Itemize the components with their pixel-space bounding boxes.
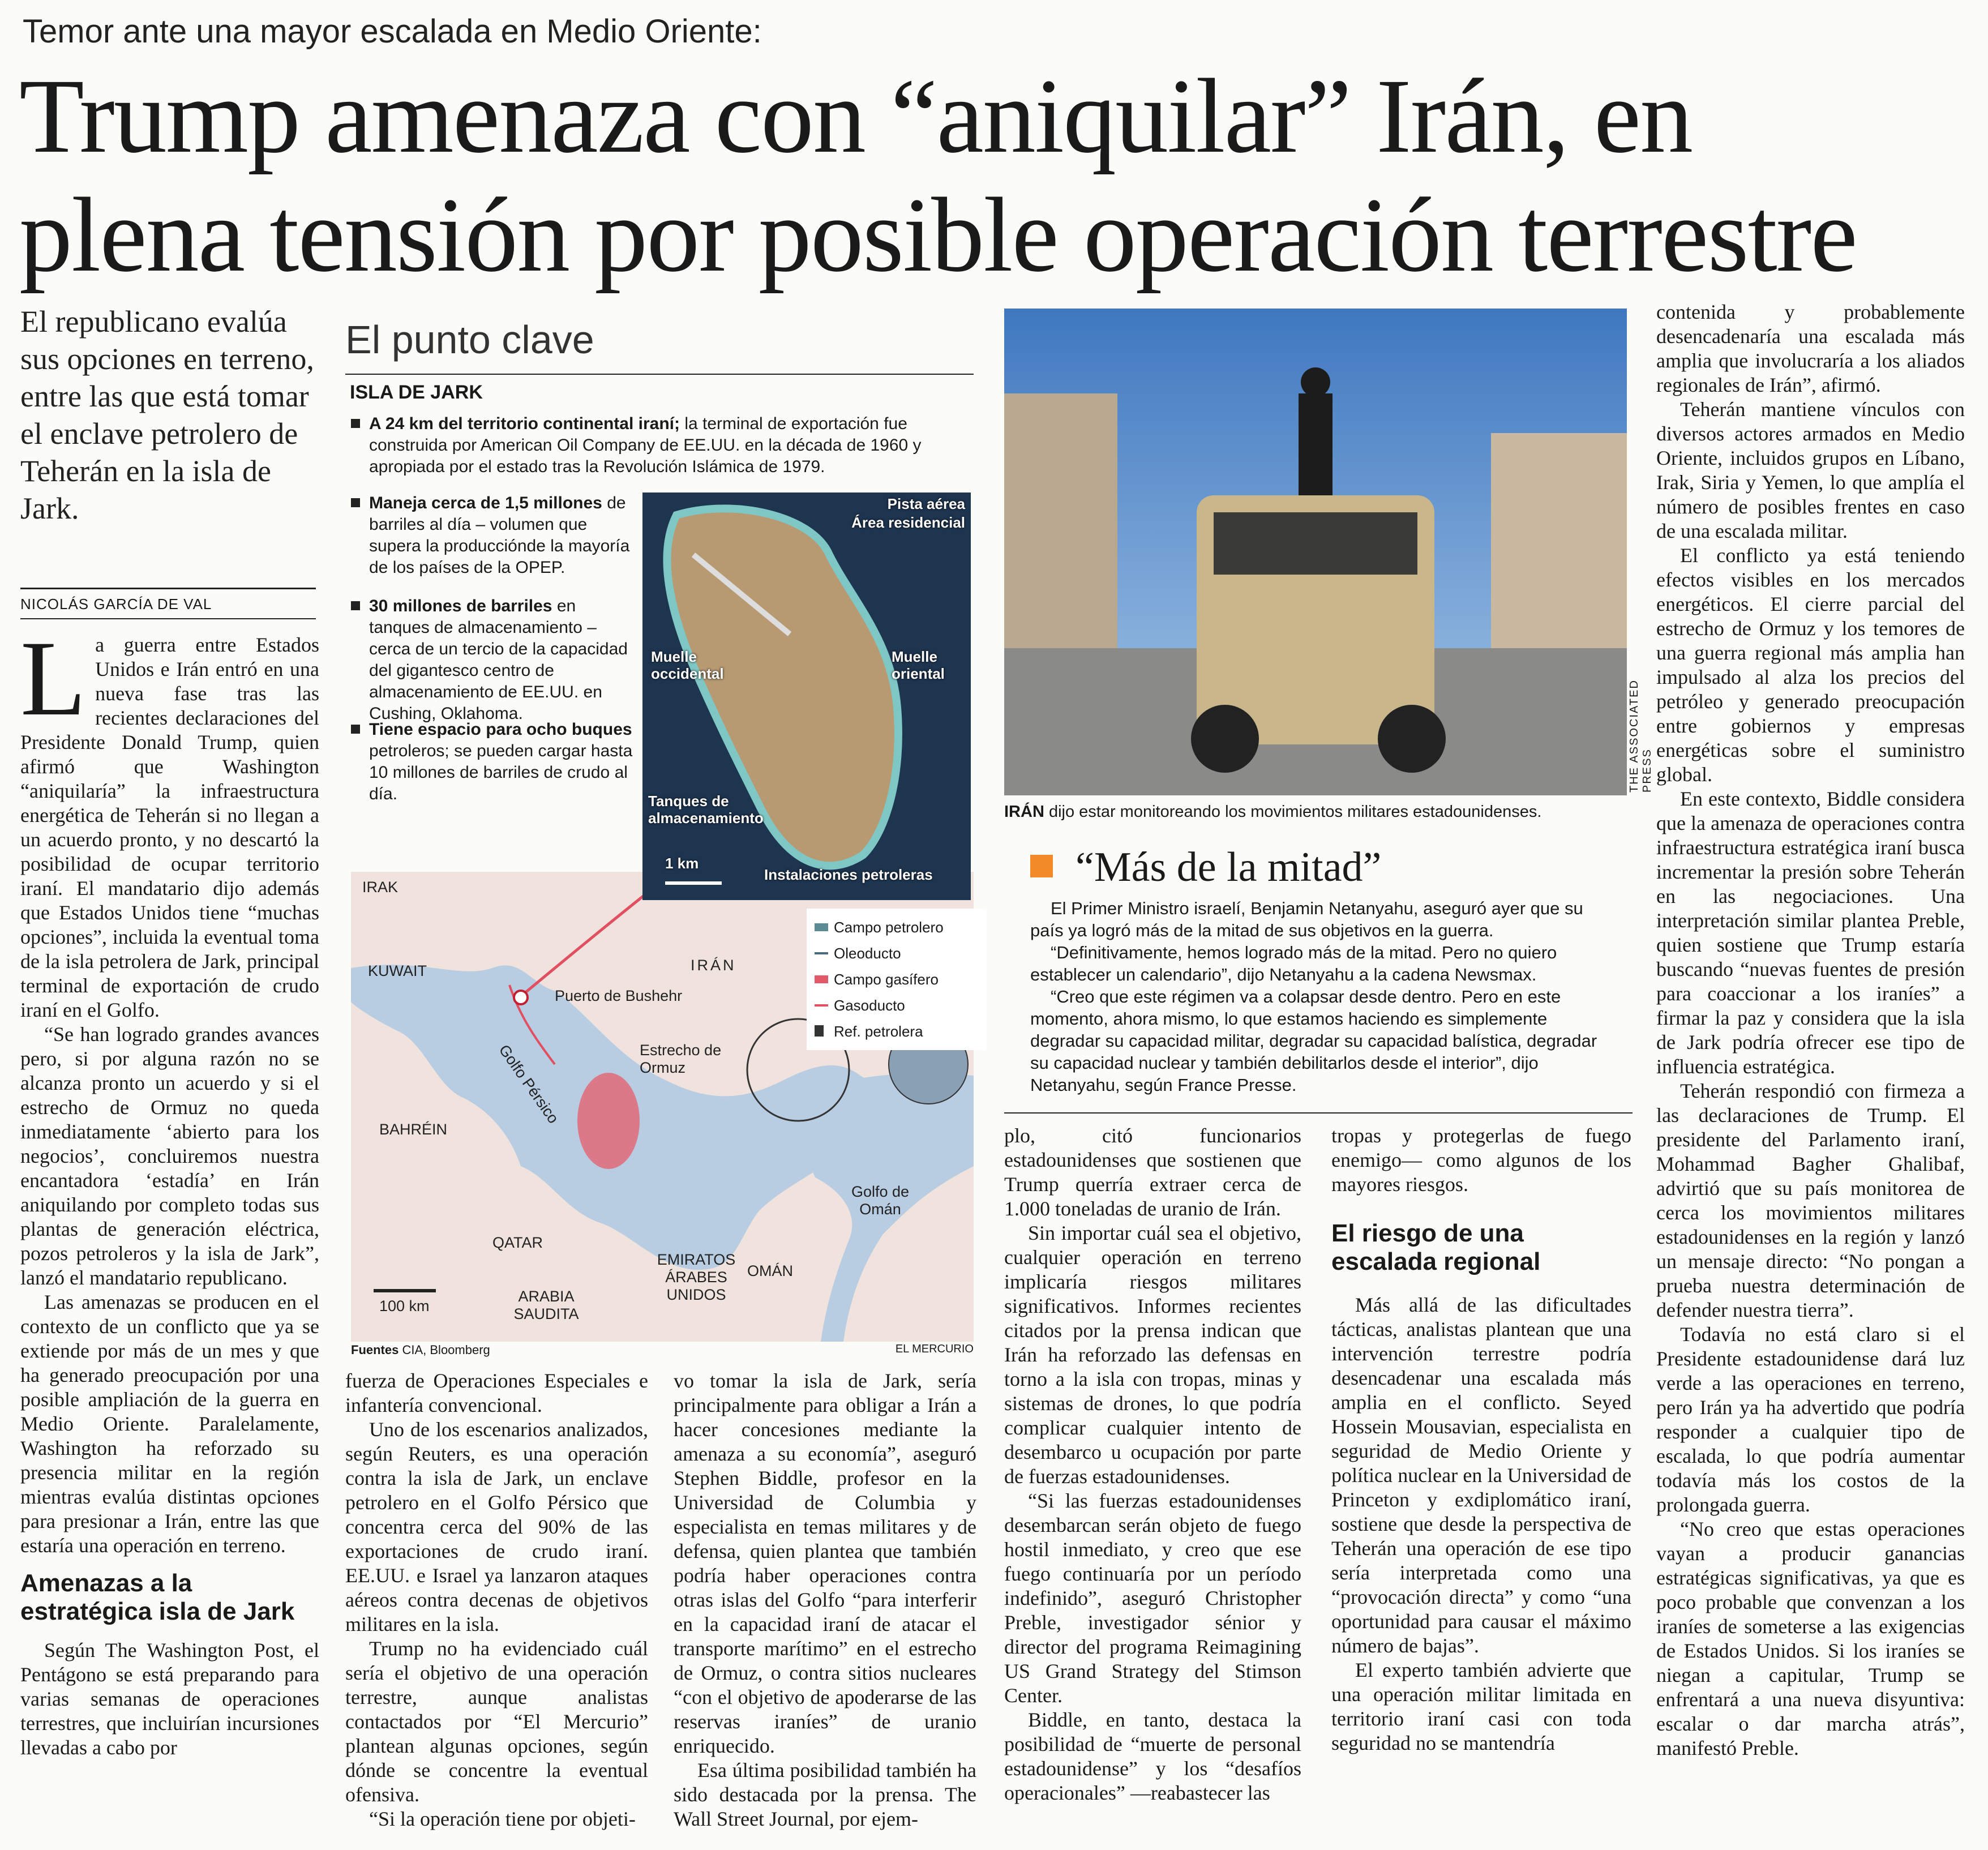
label-kuwait: KUWAIT <box>368 962 427 979</box>
col2-paragraph-4: “Si la operación tiene por objeti- <box>369 1808 636 1830</box>
jark-satellite-image <box>642 493 971 900</box>
quote-title: “Más de la mitad” <box>1076 844 1382 890</box>
sat-label-tanques: Tanques de almacenamiento <box>648 793 764 826</box>
col5-paragraph-3: El experto también advierte que una operación militar limitada en territorio iraní casi con toda seguridad no se mantendría <box>1331 1659 1631 1754</box>
column-1 <box>20 619 319 1760</box>
gas-pipeline-swatch-icon <box>815 1004 828 1007</box>
island-shape <box>642 493 971 900</box>
legend-item: Ref. petrolera <box>815 1018 979 1044</box>
bullet-2-bold: Maneja cerca de 1,5 millones <box>369 494 602 512</box>
jark-arrow <box>521 894 645 996</box>
graphic-credit: EL MERCURIO <box>895 1343 974 1355</box>
sat-label-area: Área residencial <box>851 514 965 531</box>
jark-marker-icon <box>514 991 528 1004</box>
label-golfo-oman: Golfo de Omán <box>851 1183 910 1218</box>
col1-paragraph-1 <box>20 619 319 1022</box>
label-irak: IRAK <box>362 879 399 896</box>
headline-line-2: plena tensión por posible operación terrestre <box>19 175 1857 294</box>
graphic-el-punto-clave <box>345 306 974 1356</box>
col6-paragraph-5: Teherán respondió con firmeza a las declaraciones de Trump. El presidente del Parlamento iraní, Mohammad Bagher Ghalibaf, advirtió que su país monitorea de cerca los movimientos militares estadounidenses en la región y lanzó un mensaje directo: “No pongan a prueba nuestra determinación de defender nuestra tierra”. <box>1656 1080 1965 1321</box>
col4-paragraph-3: “Si las fuerzas estadounidenses desembarcan serán objeto de fuego hostil inmediato, y creo que ese fuego continuaría por un período indefinido”, aseguró Christopher Preble, investigador sénior y director del programa Reimagining US Grand Strategy del Stimson Center. <box>1004 1489 1301 1707</box>
col2-paragraph-3: Trump no ha evidenciado cuál sería el objetivo de una operación terrestre, aunque analistas contactados por “El Mercurio” plantean algunas opciones, según dónde se concentre la eventual ofensiva. <box>345 1637 648 1806</box>
label-bushehr: Puerto de Bushehr <box>555 987 683 1004</box>
photo-caption: IRÁN dijo estar monitoreando los movimientos militares estadounidenses. <box>1004 803 1542 821</box>
col1-paragraph-1-text: a guerra entre Estados Unidos e Irán entró en una nueva fase tras las recientes declaraciones del Presidente Donald Trump, quien afirmó que Washington “aniquilaría” la infraestructura energética de Teherán si no llegan a un acuerdo pronto, y no descartó la posibilidad de ocupar territorio iraní. El mandatario dijo además que Estados Unidos tiene “muchas opciones”, incluida la eventual toma de la isla petrolera de Jark, principal terminal de exportación de crudo iraní en el Golfo. <box>20 633 319 1021</box>
quote-paragraph-1: El Primer Ministro israelí, Benjamin Netanyahu, aseguró ayer que su país ya logró más de la mitad de sus objetivos en la guerra. <box>1030 898 1583 940</box>
column-4 <box>1004 1124 1301 1805</box>
label-ormuz: Estrecho de Ormuz <box>640 1042 722 1076</box>
legend-item: Campo gasífero <box>815 966 979 992</box>
label-qatar: QATAR <box>492 1234 543 1251</box>
sat-scale-label: 1 km <box>665 855 699 872</box>
headline <box>19 57 1966 294</box>
byline-rule <box>20 588 316 589</box>
col5-subheading: El riesgo de una escalada regional <box>1331 1219 1541 1275</box>
gas-field <box>577 1073 640 1169</box>
bullet-1-bold: A 24 km del territorio continental iraní; <box>369 414 680 433</box>
col2-paragraph-1: fuerza de Operaciones Especiales e infantería convencional. <box>345 1369 648 1416</box>
col1-paragraph-2: “Se han logrado grandes avances pero, si por alguna razón no se alcanza pronto un acuerdo y si el estrecho de Ormuz no queda inmediatamente ‘abierto para los negocios’, concluiremos nuestra encantadora ‘estadía’ en Irán aniquilando por completo todas sus plantas de generación eléctrica, pozos petroleros y la isla de Jark”, lanzó el mandatario republicano. <box>20 1023 319 1289</box>
column-2 <box>345 1369 648 1831</box>
drop-cap: L <box>20 619 87 738</box>
col6-paragraph-4: En este contexto, Biddle considera que la amenaza de operaciones contra infraestructura estratégica iraní busca incrementar la presión sobre Teherán en las negociaciones. Una interpretación similar plantea Preble, quien sostiene que Trump estaría buscando “nuevas fuentes de presión para coaccionar a los iraníes” a firmar la paz y considera que la isla de Jark podría ofrecer ese tipo de influencia estratégica. <box>1656 787 1965 1078</box>
sat-label-muelle-occidental: Muelle occidental <box>651 648 724 682</box>
sat-label-muelle-oriental: Muelle oriental <box>892 648 945 682</box>
quote-paragraph-3: “Creo que este régimen va a colapsar desde dentro. Pero en este momento, ahora mismo, lo que estamos haciendo es simplemente degradar su capacidad militar, degradar su capacidad balística, degradar su capacidad nuclear y también debilitarlos desde el interior”, dijo Netanyahu, según France Presse. <box>1030 987 1597 1095</box>
col4-paragraph-4: Biddle, en tanto, destaca la posibilidad de “muerte de personal estadounidense” y los “desafíos operacionales” —reabastecer las <box>1004 1708 1301 1804</box>
sat-label-instalaciones: Instalaciones petroleras <box>764 866 933 883</box>
summary: El republicano evalúa sus opciones en terreno, entre las que está tomar el enclave petrolero de Teherán en la isla de Jark. <box>20 305 314 525</box>
legend-item: Campo petrolero <box>815 914 979 940</box>
oil-pipeline-swatch-icon <box>815 952 828 954</box>
col4-paragraph-2: Sin importar cuál sea el objetivo, cualquier operación en terreno implicaría riesgos militares significativos. Informes recientes citados por la prensa indican que Irán ha reforzado las defensas en torno a la isla con tropas, minas y sistemas de drones, lo que podría complicar cualquier intento de desembarco u ocupación por parte de fuerzas estadounidenses. <box>1004 1222 1301 1488</box>
bullet-square-icon <box>351 498 360 507</box>
label-emiratos: EMIRATOS ÁRABES UNIDOS <box>657 1251 736 1303</box>
col6-paragraph-6: Todavía no está claro si el Presidente estadounidense dará luz verde a las operaciones en terreno, pero Irán ya ha advertido que podría responder a cualquier tipo de escalada, lo que podría aumentar todavía más los costos de la prolongada guerra. <box>1656 1323 1965 1516</box>
refinery-swatch-icon <box>815 1025 824 1037</box>
bullet-square-icon <box>351 601 360 610</box>
column-3 <box>674 1369 976 1831</box>
soldier <box>1299 393 1333 495</box>
oil-field-swatch-icon <box>815 923 828 931</box>
sat-label-pista: Pista aérea <box>887 495 965 512</box>
label-arabia-saudita: ARABIA SAUDITA <box>513 1288 579 1322</box>
col1-paragraph-4: Según The Washington Post, el Pentágono se está preparando para varias semanas de operaciones terrestres, que incluirían incursiones llevadas a cabo por <box>20 1639 319 1759</box>
quote-paragraph-2: “Definitivamente, hemos logrado más de la mitad. Pero no quiero establecer un calendario”, dijo Netanyahu a la cadena Newsmax. <box>1030 943 1557 984</box>
col6-paragraph-7: “No creo que estas operaciones vayan a producir ganancias estratégicas significativas, ya que es poco probable que convenzan a los iraníes de someterse a las exigencias de Estados Unidos. Si los iraníes se niegan a capitular, Trump se enfrentará a una nueva disyuntiva: escalar o dar marcha atrás”, manifestó Preble. <box>1656 1518 1965 1759</box>
kicker: Temor ante una mayor escalada en Medio Oriente: <box>23 13 762 50</box>
col6-paragraph-3: El conflicto ya está teniendo efectos visibles en los mercados energéticos. El cierre parcial del estrecho de Ormuz y los temores de una guerra regional más amplia han impulsado al alza los precios del petróleo y generado preocupación entre gobiernos y empresas energéticas sobre el suministro global. <box>1656 544 1965 786</box>
map-legend <box>807 909 987 1050</box>
bullet-square-icon <box>351 725 360 734</box>
legend-item: Gasoducto <box>815 992 979 1018</box>
photo-drawing <box>1004 309 1627 795</box>
headline-line-1: Trump amenaza con “aniquilar” Irán, en <box>19 57 1693 175</box>
legend-item: Oleoducto <box>815 940 979 966</box>
bullet-1-text: la terminal de exportación fue construida por American Oil Company de EE.UU. en la década de 1960 y apropiada por el estado tras la Revolución Islámica de 1979. <box>369 414 922 476</box>
bullet-4-text: petroleros; se pueden cargar hasta 10 millones de barriles de crudo al día. <box>369 742 633 803</box>
graphic-subtitle: ISLA DE JARK <box>350 382 483 403</box>
col6-paragraph-2: Teherán mantiene vínculos con diversos actores armados en Medio Oriente, incluidos grupos en Líbano, Irak, Siria y Yemen, lo que amplía el número de posibles frentes en caso de una escalada militar. <box>1656 398 1965 542</box>
col4-paragraph-1: plo, citó funcionarios estadounidenses que sostienen que Trump querría extraer cerca de 1.000 toneladas de uranio de Irán. <box>1004 1124 1301 1220</box>
label-golfo-persico: Golfo Pérsico <box>495 1042 562 1127</box>
col5-paragraph-2: Más allá de las dificultades tácticas, analistas plantean que una intervención terrestre podría desencadenar una escalada más amplia en el conflicto. Seyed Hossein Mousavian, especialista en seguridad de Medio Oriente y política nuclear en la Universidad de Princeton y exdiplomático iraní, sostiene que desde la perspectiva de Teherán una operación de ese tipo sería interpretada como una “provocación directa” y como “una oportunidad para causar el máximo número de bajas”. <box>1331 1294 1631 1657</box>
col1-subheading: Amenazas a la estratégica isla de Jark <box>20 1569 295 1625</box>
bullet-3-text: en tanques de almacenamiento – cerca de un tercio de la capacidad del gigantesco centro de almacenamiento de EE.UU. en Cushing, Oklahoma. <box>369 597 628 723</box>
label-iran: IRÁN <box>691 957 736 974</box>
label-bahrein: BAHRÉIN <box>379 1121 448 1138</box>
byline: NICOLÁS GARCÍA DE VAL <box>20 596 212 613</box>
col3-paragraph-1: vo tomar la isla de Jark, sería principalmente para obligar a Irán a hacer concesiones mediante la amenaza a su economía”, aseguró Stephen Biddle, profesor en la Universidad de Columbia y especialista en temas militares y de defensa, quien plantea que también podría haber operaciones contra otras islas del Golfo “para interferir en la capacidad iraní de atacar el transporte marítimo” en el estrecho de Ormuz, o contra sitios nucleares “con el objetivo de apoderarse de las reservas iraníes” de uranio enriquecido. <box>674 1369 976 1757</box>
col1-paragraph-3: Las amenazas se producen en el contexto de un conflicto que ya se extiende por más de un mes y que ha generado preocupación por una posible ampliación de la guerra en Medio Oriente. Paralelamente, Washington ha reforzado su presencia militar en la región mientras evalúa distintas opciones para presionar a Irán, entre las que estaría una operación en terreno. <box>20 1291 319 1557</box>
gas-field-swatch-icon <box>815 975 828 983</box>
col6-paragraph-1: contenida y probablemente desencadenaría una escalada más amplia que involucraría a los aliados regionales de Irán”, afirmó. <box>1656 301 1965 396</box>
quote-box-rule <box>1004 1112 1633 1114</box>
column-6 <box>1656 300 1965 1761</box>
quote-body <box>1030 897 1608 1096</box>
label-oman: OMÁN <box>747 1262 793 1279</box>
col5-paragraph-1: tropas y protegerlas de fuego enemigo— como algunos de los mayores riesgos. <box>1331 1124 1631 1196</box>
bullet-3-bold: 30 millones de barriles <box>369 597 552 615</box>
bullet-square-icon <box>351 419 360 428</box>
bullet-4-bold: Tiene espacio para ocho buques <box>369 720 632 739</box>
orange-square-icon <box>1030 855 1053 877</box>
graphic-sources: Fuentes CIA, Bloomberg <box>351 1343 490 1357</box>
map-scale-label: 100 km <box>379 1297 430 1314</box>
iran-armored-vehicle-photo <box>1004 309 1627 795</box>
bullet-2-text: de barriles al día – volumen que supera la produccióndе la mayoría de los países de la OPEP. <box>369 494 630 577</box>
col3-paragraph-2: Esa última posibilidad también ha sido destacada por la prensa. The Wall Street Journal, por ejem- <box>674 1759 976 1830</box>
graphic-title-rule <box>345 374 974 375</box>
graphic-title: El punto clave <box>345 318 594 362</box>
col2-paragraph-2: Uno de los escenarios analizados, según Reuters, es una operación contra la isla de Jark, un enclave petrolero en el Golfo Pérsico que concentra cerca del 90% de las exportaciones de crudo iraní. EE.UU. e Israel ya lanzaron ataques aéreos contra decenas de objetivos militares en la isla. <box>345 1418 648 1635</box>
column-5 <box>1331 1124 1631 1755</box>
photo-credit: THE ASSOCIATED PRESS <box>1628 679 1653 793</box>
